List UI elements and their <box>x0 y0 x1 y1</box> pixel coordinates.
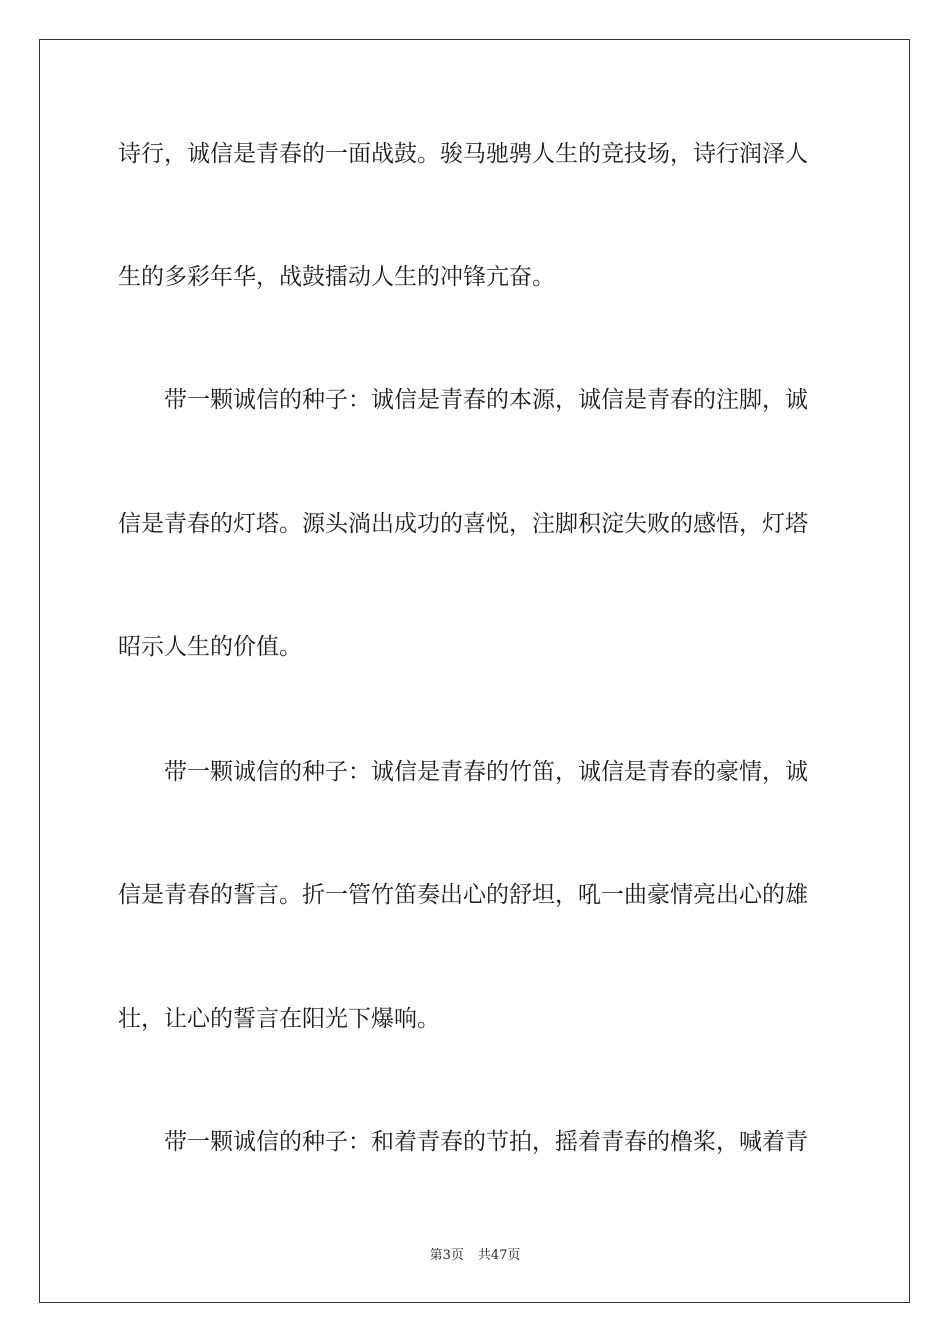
text-line: 壮，让心的誓言在阳光下爆响。 <box>118 1006 440 1032</box>
text-line: 昭示人生的价值。 <box>118 634 302 660</box>
page-number: 第3页 <box>429 1248 464 1263</box>
page-border <box>39 39 910 1303</box>
text-line: 生的多彩年华，战鼓擂动人生的冲锋亢奋。 <box>118 264 555 290</box>
text-line: 信是青春的誓言。折一管竹笛奏出心的舒坦，吼一曲豪情亮出心的雄 <box>118 882 808 908</box>
text-line: 信是青春的灯塔。源头淌出成功的喜悦，注脚积淀失败的感悟，灯塔 <box>118 511 808 537</box>
text-line: 带一颗诚信的种子：诚信是青春的竹笛，诚信是青春的豪情，诚 <box>118 759 808 785</box>
total-pages: 共47页 <box>477 1248 521 1263</box>
page-footer <box>0 1247 950 1265</box>
text-line: 带一颗诚信的种子：和着青春的节拍，摇着青春的橹桨，喊着青 <box>118 1129 808 1155</box>
text-line: 诗行，诚信是青春的一面战鼓。骏马驰骋人生的竞技场，诗行润泽人 <box>118 141 808 167</box>
text-line: 带一颗诚信的种子：诚信是青春的本源，诚信是青春的注脚，诚 <box>118 387 808 413</box>
